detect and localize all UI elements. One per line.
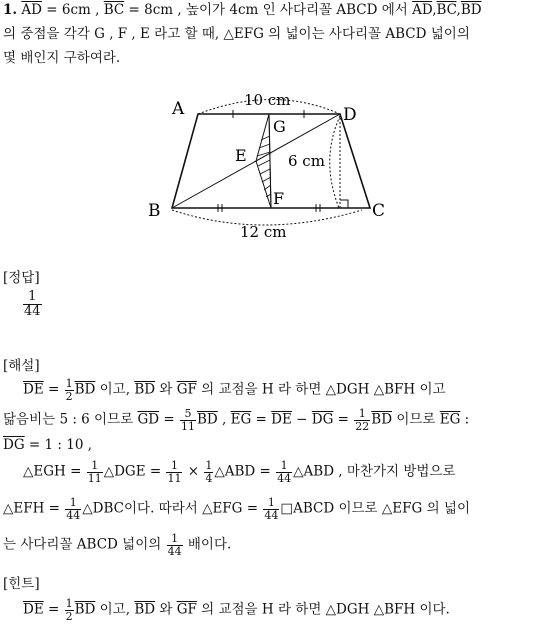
text: =: [333, 411, 354, 428]
segment-bd: $\overline{BD}$: [460, 2, 482, 18]
segment-bd: $\overline{BD}$: [371, 411, 393, 428]
bottom-length-label: 12 cm: [240, 223, 287, 241]
solution-line-1: [23, 378, 446, 402]
text: △ABD =: [214, 463, 276, 480]
text: 와: [155, 601, 177, 618]
label-g: G: [273, 117, 286, 136]
fraction-denominator: 22: [355, 419, 370, 433]
text: △DGE =: [103, 463, 166, 480]
text: 이고,: [95, 381, 135, 398]
fraction-numerator: 5: [184, 407, 192, 420]
text: = 1 : 10 ,: [24, 437, 92, 453]
text: △ABD , 마찬가지 방법으로: [293, 463, 456, 480]
text: −: [291, 411, 312, 428]
text: 는 사다리꼴 ABCD 넓이의: [3, 536, 166, 553]
fraction-numerator: 1: [65, 597, 73, 610]
fraction-numerator: 1: [69, 496, 77, 509]
fraction: [166, 460, 182, 484]
segment-eg: $\overline{EG}$: [230, 411, 252, 428]
problem-line-3: 몇 배인지 구하여라.: [3, 50, 121, 66]
solution-line-3: [3, 439, 92, 453]
hint-header: [힌트]: [3, 576, 40, 592]
segment-ad: $\overline{AD}$: [21, 2, 42, 18]
fraction: [65, 598, 74, 622]
solution-line-4: [23, 460, 456, 484]
segment-gf: $\overline{GF}$: [176, 601, 197, 618]
label-a: A: [172, 99, 185, 119]
text: =: [43, 381, 64, 398]
fraction: [354, 408, 370, 432]
segment-de: $\overline{DE}$: [23, 381, 44, 398]
text: 배이다.: [183, 536, 232, 553]
problem-text: = 8cm , 높이가 4cm 인 사다리꼴 ABCD 에서: [124, 2, 413, 18]
fraction-denominator: 44: [264, 508, 279, 522]
triangle-hatching: [257, 136, 271, 197]
answer-header: [정답]: [3, 270, 40, 286]
text: 의 교점을 H 라 하면 △DGH △BFH 이다.: [196, 601, 450, 618]
top-length-label: 10 cm: [244, 91, 291, 109]
text: ,: [217, 411, 231, 428]
text: 이고,: [95, 601, 135, 618]
problem-number: 1.: [3, 2, 18, 18]
problem-line-2: 의 중점을 각각 G , F , E 라고 할 때, △EFG 의 넓이는 사다리꼴 ABCD 넓이의: [3, 26, 470, 42]
solution-line-5: [3, 497, 470, 521]
fraction: [180, 408, 196, 432]
segment-eg: $\overline{EG}$: [439, 411, 461, 428]
height-label: 6 cm: [288, 152, 325, 170]
fraction-numerator: 1: [205, 459, 213, 472]
fraction: [276, 460, 292, 484]
label-d: D: [343, 105, 357, 125]
label-e: E: [235, 146, 247, 165]
comma: ,: [432, 2, 437, 18]
segment-de: $\overline{DE}$: [23, 601, 44, 618]
fraction: [65, 497, 81, 521]
height-arc: [330, 116, 340, 208]
fraction-numerator: 1: [280, 459, 288, 472]
text: =: [43, 601, 64, 618]
right-angle-mark: [340, 200, 348, 208]
segment-bd: $\overline{BD}$: [134, 601, 156, 618]
fraction: [204, 460, 213, 484]
segment-bd: $\overline{BD}$: [134, 381, 156, 398]
fraction-denominator: 11: [167, 471, 182, 485]
comma: ,: [456, 2, 461, 18]
fraction-numerator: 1: [267, 496, 275, 509]
fraction-denominator: 11: [87, 471, 102, 485]
fraction-denominator: 44: [66, 508, 81, 522]
hint-line: [23, 598, 450, 622]
fraction-numerator: 1: [170, 459, 178, 472]
answer-value: [22, 290, 43, 318]
segment-bc: $\overline{BC}$: [436, 2, 457, 18]
segment-de: $\overline{DE}$: [271, 411, 292, 428]
solution-header: [해설]: [3, 358, 40, 374]
fraction-numerator: 1: [171, 532, 179, 545]
fraction-denominator: 2: [65, 389, 73, 403]
fraction-denominator: 11: [181, 419, 195, 433]
text: 의 교점을 H 라 하면 △DGH △BFH 이고: [196, 381, 446, 398]
solution-line-2: [3, 408, 469, 432]
text: =: [159, 411, 179, 428]
fraction-numerator: 1: [65, 377, 73, 390]
fraction: [167, 533, 183, 557]
fraction-denominator: 44: [24, 303, 41, 319]
segment-bd: $\overline{BD}$: [74, 381, 96, 398]
text: △DBC이다. 따라서 △EFG =: [82, 500, 263, 517]
trapezoid-figure: [140, 80, 400, 245]
segment-gf: $\overline{GF}$: [176, 381, 197, 398]
fraction-numerator: 1: [91, 459, 99, 472]
label-f: F: [273, 189, 285, 208]
segment-bd: $\overline{BD}$: [197, 411, 218, 428]
fraction-denominator: 4: [205, 471, 213, 485]
solution-line-6: [3, 533, 231, 557]
label-c: C: [372, 201, 386, 221]
label-b: B: [148, 201, 161, 221]
text: ×: [183, 463, 204, 480]
fraction-denominator: 44: [167, 544, 182, 558]
text: :: [460, 411, 470, 428]
text: 닮음비는 5 : 6 이므로: [3, 411, 138, 428]
fraction: [87, 460, 103, 484]
fraction-denominator: 2: [65, 609, 73, 623]
segment-dg: $\overline{DG}$: [311, 411, 334, 428]
problem-line-1: [3, 4, 482, 18]
fraction-numerator: 1: [358, 407, 366, 420]
answer-fraction: [23, 290, 42, 318]
fraction-numerator: 1: [28, 289, 37, 304]
fraction: [65, 378, 74, 402]
segment-bc: $\overline{BC}$: [103, 2, 125, 18]
problem-text: = 6cm ,: [41, 2, 104, 18]
text: □ABCD 이므로 △EFG 의 넓이: [280, 500, 470, 517]
text: 와: [155, 381, 177, 398]
text: △EGH =: [23, 463, 86, 480]
segment-ad: $\overline{AD}$: [412, 2, 433, 18]
segment-dg: $\overline{DG}$: [3, 437, 25, 453]
fraction: [263, 497, 279, 521]
text: 이므로: [392, 411, 440, 428]
segment-gd: $\overline{GD}$: [137, 411, 160, 428]
text: △EFH =: [3, 500, 65, 517]
fraction-denominator: 44: [277, 471, 292, 485]
segment-bd: $\overline{BD}$: [74, 601, 96, 618]
text: =: [251, 411, 272, 428]
